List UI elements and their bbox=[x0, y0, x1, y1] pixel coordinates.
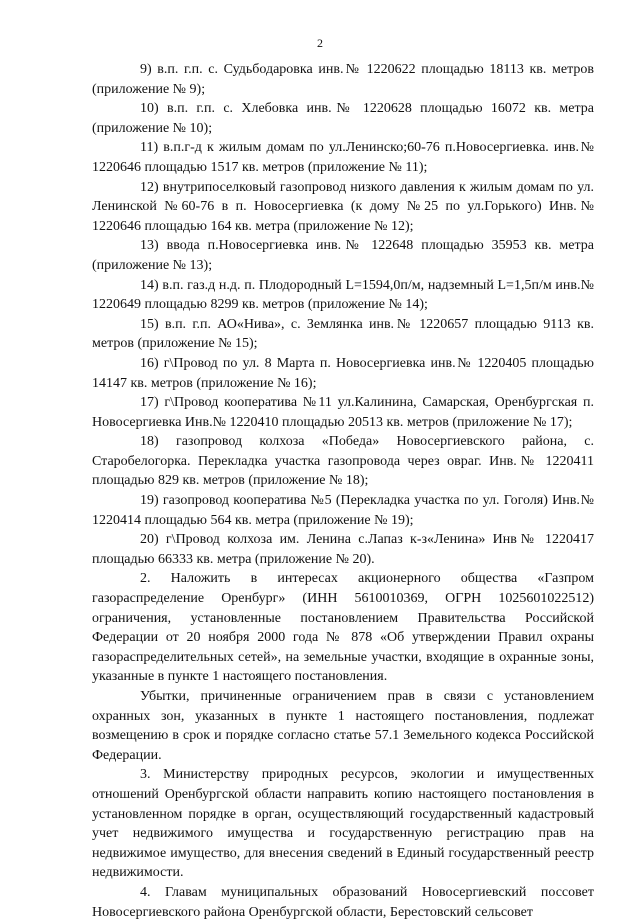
paragraph-item-17: 17) г\Провод кооператива №11 ул.Калинина, Самарская, Оренбургская п. Новосергиевка Инв.№ 1220410 площадью 20513 кв. метров (приложение № 17); bbox=[92, 395, 594, 430]
paragraph-item-10: 10) в.п. г.п. с. Хлебовка инв.№ 1220628 площадью 16072 кв. метра (приложение № 10); bbox=[92, 101, 594, 136]
paragraph-item-18: 18) газопровод колхоза «Победа» Новосергиевского района, с. Старобелогорка. Перекладка участка газопровода через овраг. Инв.№ 1220411 площадью 829 кв. метров (приложение № 18); bbox=[92, 434, 594, 489]
paragraph-item-13: 13) ввода п.Новосергиевка инв.№ 122648 площадью 35953 кв. метра (приложение № 13); bbox=[92, 238, 594, 273]
paragraph-item-16: 16) г\Провод по ул. 8 Марта п. Новосергиевка инв.№ 1220405 площадью 14147 кв. метров (приложение № 16); bbox=[92, 355, 594, 391]
paragraph-item-9: 9) в.п. г.п. с. Судьбодаровка инв.№ 1220622 площадью 18113 кв. метров (приложение № 9); bbox=[92, 62, 594, 97]
paragraph-item-14: 14) в.п. газ.д н.д. п. Плодородный L=1594,0п/м, надземный L=1,5п/м инв.№ 1220649 площадью 8299 кв. метров (приложение № 14); bbox=[92, 277, 594, 313]
damages-paragraph: Убытки, причиненные ограничением прав в связи с установлением охранных зон, указанных в пункте 1 настоящего постановления, подлежат возмещению в срок и порядке согласно статье 57.1 Земельного кодекса Российской Федерации. bbox=[92, 689, 594, 763]
clause-2: 2. Наложить в интересах акционерного общества «Газпром газораспределение Оренбург» (ИНН 5610010369, ОГРН 1025601022512) ограничения, установленные постановлением Правительства Российской Федерации от 20 ноября 2000 года № 878 «Об утверждении Правил охраны газораспределительных сетей», на земельные участки, входящие в охранные зоны, указанные в пункте 1 настоящего постановления. bbox=[92, 571, 594, 685]
paragraph-item-20: 20) г\Провод колхоза им. Ленина с.Лапаз к-з«Ленина» Инв№ 1220417 площадью 66333 кв. метра (приложение № 20). bbox=[92, 532, 594, 567]
paragraph-item-19: 19) газопровод кооператива №5 (Перекладка участка по ул. Гоголя) Инв.№ 1220414 площадью 564 кв. метра (приложение № 19); bbox=[92, 493, 594, 528]
document-body bbox=[92, 60, 594, 922]
page-number: 2 bbox=[317, 36, 323, 50]
clause-4: 4. Главам муниципальных образований Новосергиевский поссовет Новосергиевского района Оренбургской области, Берестовский сельсовет bbox=[92, 884, 594, 920]
paragraph-item-12: 12) внутрипоселковый газопровод низкого давления к жилым домам по ул. Ленинской №60-76 в п. Новосергиевка (к дому №25 по ул.Горького) Инв.№ 1220646 площадью 164 кв. метра (приложение № 12); bbox=[92, 179, 594, 234]
paragraph-item-15: 15) в.п. г.п. АО«Нива», с. Землянка инв.№ 1220657 площадью 9113 кв. метров (приложение № 15); bbox=[92, 316, 594, 352]
paragraph-item-11: 11) в.п.г-д к жилым домам по ул.Ленинско;60-76 п.Новосергиевка. инв.№ 1220646 площадью 1517 кв. метров (приложение № 11); bbox=[92, 140, 594, 175]
clause-3: 3. Министерству природных ресурсов, экологии и имущественных отношений Оренбургской области направить копию настоящего постановления в установленном порядке в орган, осуществляющий государственный кадастровый учет недвижимого имущества и государственную регистрацию прав на недвижимое имущество, для внесения сведений в Единый государственный реестр недвижимости. bbox=[92, 767, 594, 881]
